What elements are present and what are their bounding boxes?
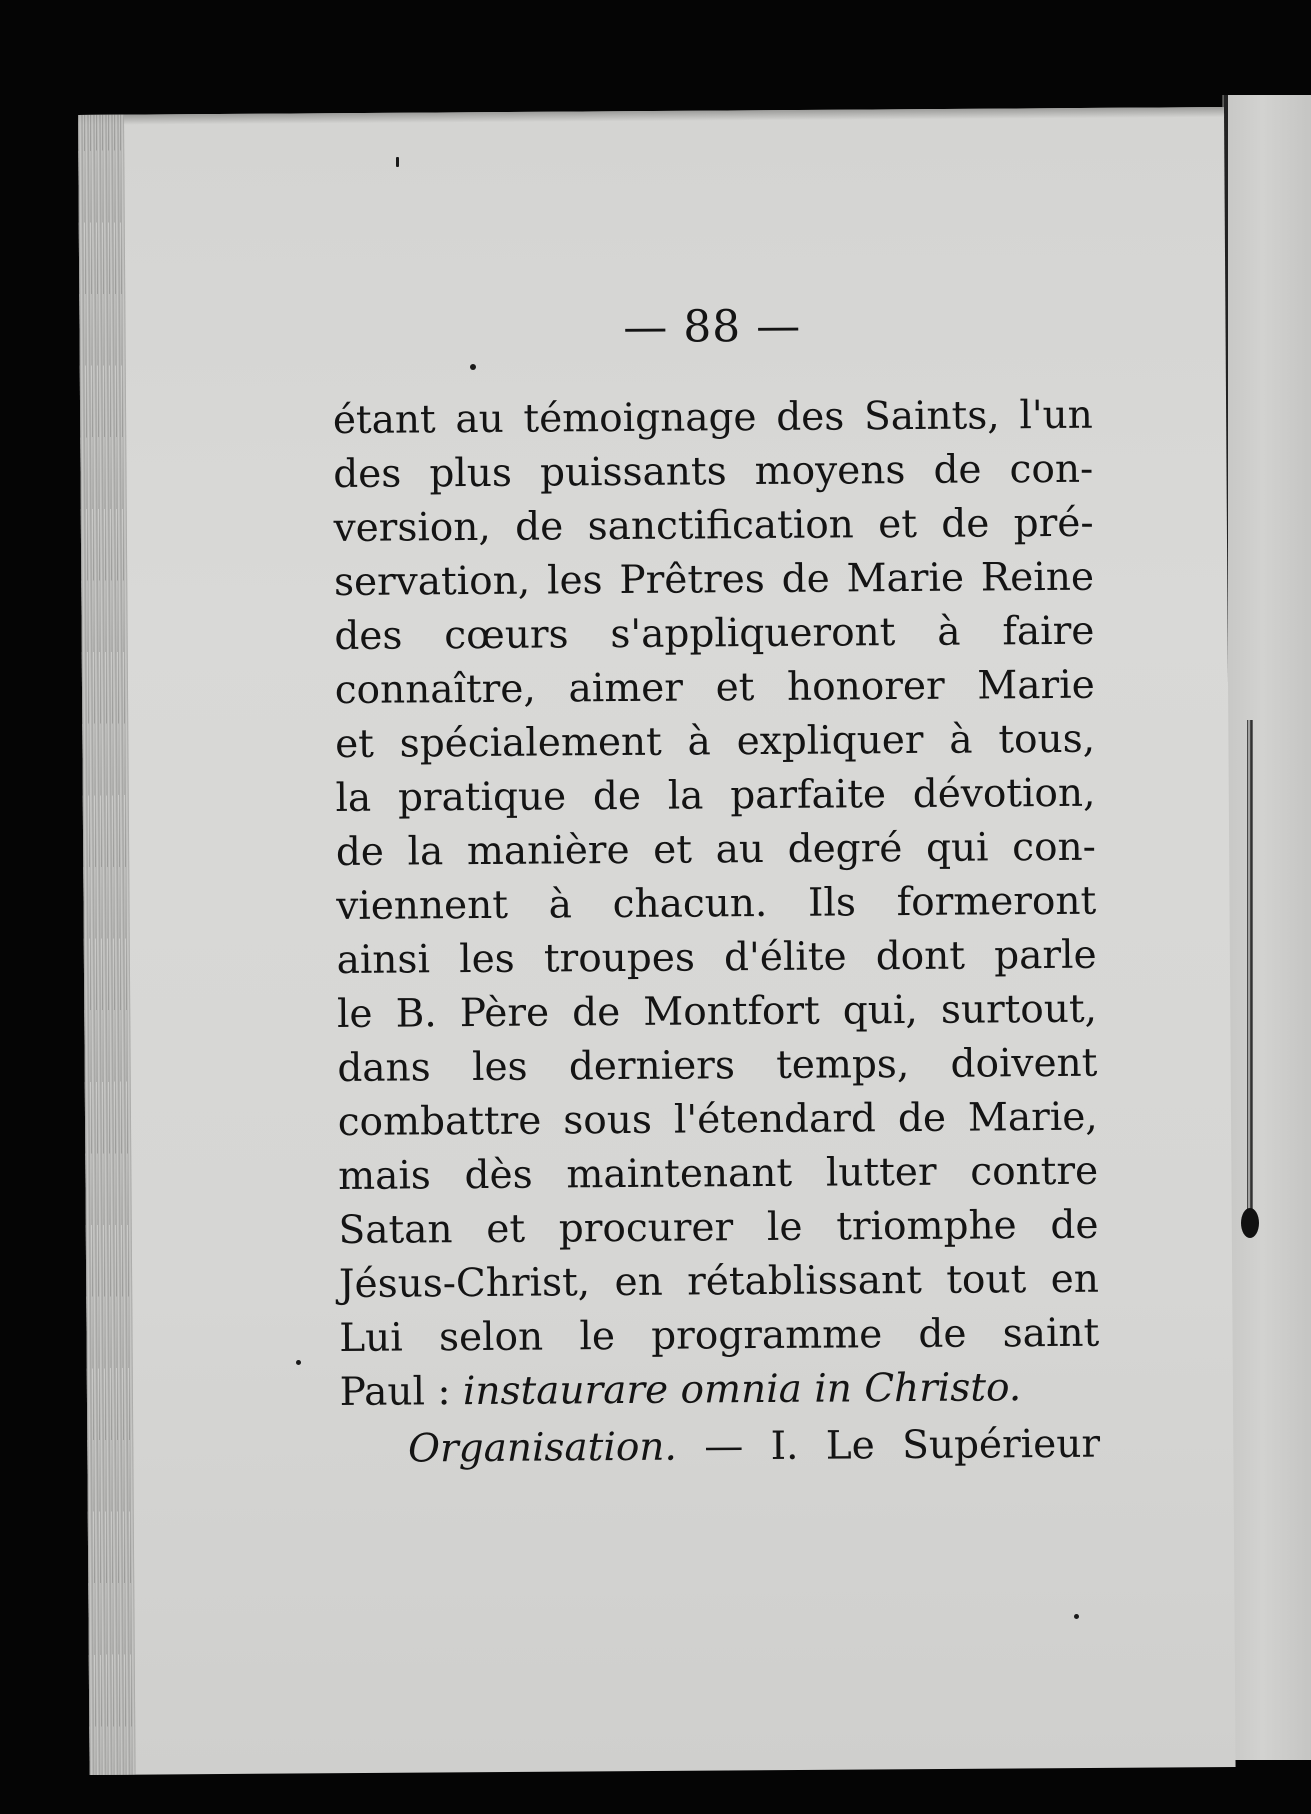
text-line: servation, les Prêtres de Marie Reine (333, 554, 1095, 605)
text-line: combattre sous l'étendard de Marie, (337, 1094, 1098, 1145)
text-line: Jésus-Christ, en rétablissant tout en (338, 1256, 1100, 1307)
page-text (332, 293, 1100, 1480)
final-line-prefix: Paul : (339, 1369, 464, 1415)
text-line: étant au témoignage des Saints, l'un (332, 392, 1093, 443)
section-text: — I. Le Supérieur (676, 1421, 1101, 1470)
section-start-line (340, 1415, 1100, 1480)
text-line: dans les derniers temps, doivent (337, 1040, 1098, 1091)
latin-quotation: instaurare omnia in Christo. (462, 1365, 1022, 1415)
text-line-final (339, 1361, 1099, 1420)
text-line: et spécialement à expliquer à tous, (334, 716, 1096, 767)
scan-background (0, 1775, 1311, 1814)
text-line: la pratique de la parfaite dévotion, (335, 770, 1096, 821)
text-line: le B. Père de Montfort qui, surtout, (336, 986, 1098, 1037)
bookmark-ribbon (1247, 720, 1253, 1230)
adjacent-page-edge (1222, 95, 1311, 1760)
text-line: de la manière et au degré qui con- (335, 824, 1097, 875)
text-line: Satan et procurer le triomphe de (338, 1202, 1099, 1253)
bookmark-ribbon-end (1241, 1208, 1259, 1238)
paper-speck (396, 157, 399, 167)
paper-speck (296, 1360, 301, 1365)
text-line: des cœurs s'appliqueront à faire (334, 608, 1095, 659)
page-binding-edge (78, 115, 136, 1775)
paper-speck (1074, 1614, 1079, 1619)
text-line: connaître, aimer et honorer Marie (334, 662, 1095, 713)
text-line: mais dès maintenant lutter contre (337, 1148, 1099, 1199)
text-line: ainsi les troupes d'élite dont parle (336, 932, 1097, 983)
page-number: — 88 — (623, 300, 802, 353)
page-top-edge (78, 107, 1224, 125)
text-line: des plus puissants moyens de con- (333, 446, 1094, 497)
text-line: version, de sanctification et de pré- (333, 500, 1094, 551)
section-heading: Organisation. (407, 1424, 678, 1472)
text-line: viennent à chacun. Ils formeront (336, 878, 1097, 929)
text-line: Lui selon le programme de saint (339, 1310, 1100, 1361)
